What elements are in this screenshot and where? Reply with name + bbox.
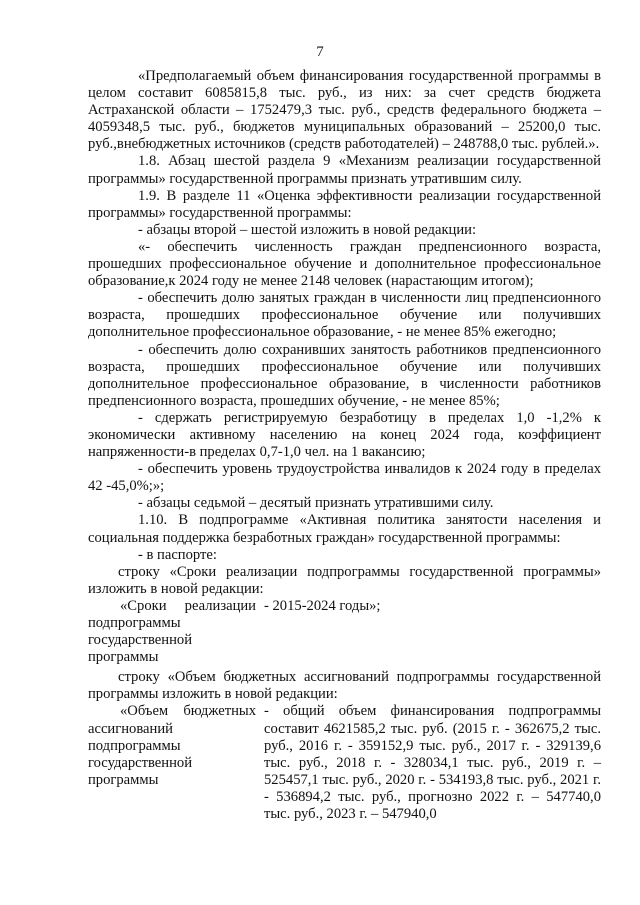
document-body [88, 68, 601, 823]
table-row-budget [88, 703, 601, 823]
paragraph-1-9: 1.9. В разделе 11 «Оценка эффективности реализации государственной программы» государственной программы: [88, 187, 601, 221]
row-label-budget: «Объем бюджетных ассигнований подпрограммы государственной программы [88, 703, 256, 788]
paragraph-bullet-5: - обеспечить уровень трудоустройства инвалидов к 2024 году в пределах 42 -45,0%;»; [88, 461, 601, 495]
paragraph-passport: - в паспорте: [138, 546, 217, 563]
row-value-budget: - общий объем финансирования подпрограммы составит 4621585,2 тыс. руб. (2015 г. - 362675,2 тыс. руб., 2016 г. - 359152,9 тыс. руб., 2017 г. - 329139,6 тыс. руб., 2018 г. - 328034,1 тыс. руб., 2019 г. – 525457,1 тыс. руб., 2020 г. - 534193,8 тыс. руб., 2021 г. - 536894,2 тыс. руб., прогнозно 2022 г. – 547740,0 тыс. руб., 2023 г. – 547940,0 [264, 703, 601, 823]
paragraph-paragraphs-7-10: - абзацы седьмой – десятый признать утратившими силу. [138, 495, 494, 512]
paragraph-bullet-1: «- обеспечить численность граждан предпенсионного возраста, прошедших профессиональное обучение и дополнительное профессиональное образование,к 2024 году не менее 2148 человек (нарастающим итогом); [88, 238, 601, 290]
paragraph-row-budget: строку «Объем бюджетных ассигнований подпрограммы государственной программы изложить в новой редакции: [88, 669, 601, 703]
row-value-terms: - 2015-2024 годы»; [264, 597, 381, 614]
paragraph-bullet-3: - обеспечить долю сохранивших занятость работников предпенсионного возраста, прошедших профессиональное обучение или получивших дополнительное профессиональное образование, в численности работников предпенсионного возраста, прошедших обучение, - не менее 85%; [88, 341, 601, 409]
paragraph-1-10: 1.10. В подпрограмме «Активная политика занятости населения и социальная поддержка безработных граждан» государственной программы: [88, 512, 601, 546]
paragraph-row-terms: строку «Сроки реализации подпрограммы государственной программы» изложить в новой редакции: [88, 563, 601, 597]
paragraph-bullet-2: - обеспечить долю занятых граждан в численности лиц предпенсионного возраста, прошедших профессиональное обучение или получивших дополнительное профессиональное образование, - не менее 85% ежегодно; [88, 290, 601, 341]
table-row-terms [88, 598, 601, 666]
paragraph-1-8: 1.8. Абзац шестой раздела 9 «Механизм реализации государственной программы» государственной программы признать утратившим силу. [88, 153, 601, 187]
paragraph-paragraphs-2-6: - абзацы второй – шестой изложить в новой редакции: [138, 221, 477, 238]
paragraph-financing: «Предполагаемый объем финансирования государственной программы в целом составит 6085815,8 тыс. руб., из них: за счет средств бюджета Астраханской области – 1752479,3 тыс. руб., средств федерального бюджета – 4059348,5 тыс. руб., бюджетов муниципальных образований – 25200,0 тыс. руб.,внебюджетных источников (средств работодателей) – 248788,0 тыс. рублей.». [88, 68, 601, 153]
row-label-terms: «Сроки реализации подпрограммы государственной программы [88, 597, 256, 666]
paragraph-bullet-4: - сдержать регистрируемую безработицу в пределах 1,0 -1,2% к экономически активному населению на конец 2024 года, коэффициент напряженности-в пределах 0,7-1,0 чел. на 1 вакансию; [88, 409, 601, 461]
page-number: 7 [316, 44, 324, 60]
